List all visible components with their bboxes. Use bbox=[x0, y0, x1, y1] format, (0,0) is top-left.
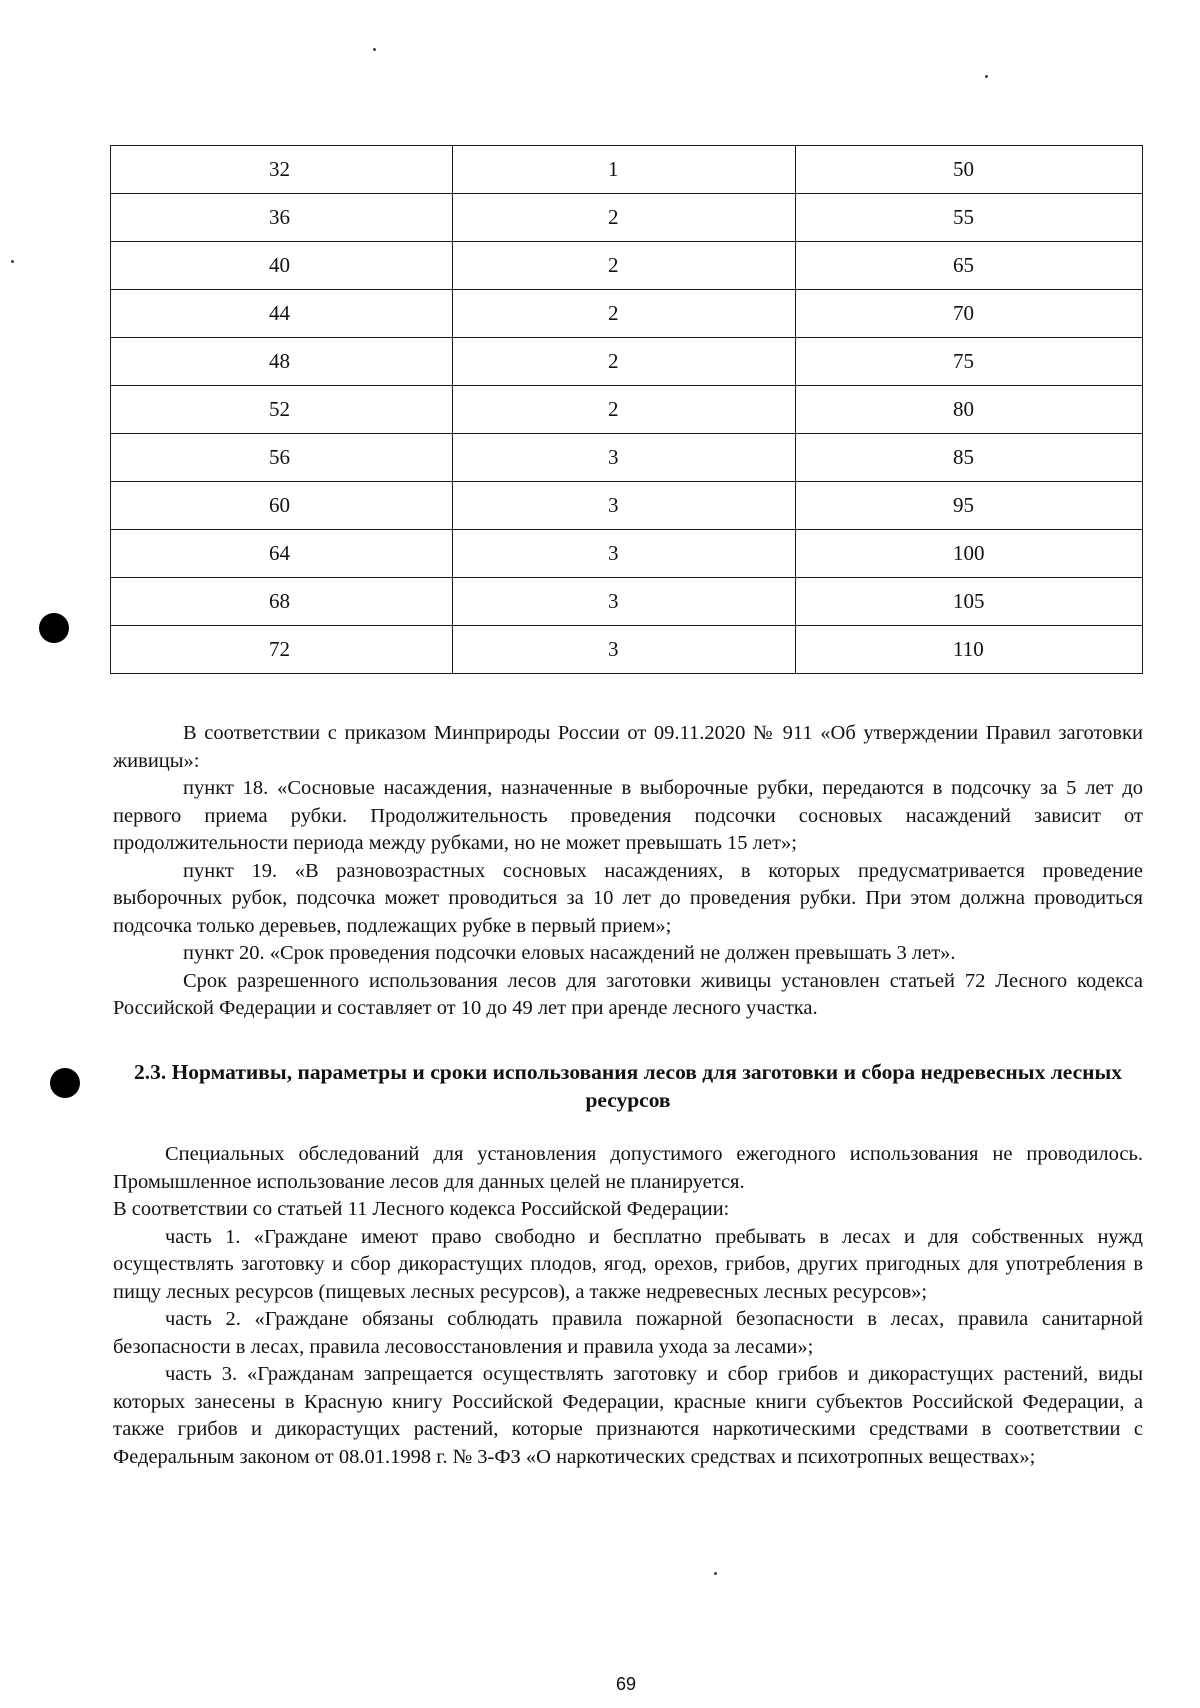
page-number: 69 bbox=[615, 1674, 637, 1694]
table-row bbox=[111, 194, 1143, 242]
table-cell: 100 bbox=[796, 530, 1143, 578]
table-cell: 65 bbox=[796, 242, 1143, 290]
table-cell: 110 bbox=[796, 626, 1143, 674]
table-cell: 72 bbox=[111, 626, 453, 674]
table-row bbox=[111, 434, 1143, 482]
table-body bbox=[111, 146, 1143, 674]
table-cell: 36 bbox=[111, 194, 453, 242]
text-block-bottom bbox=[113, 1141, 1143, 1471]
table-row bbox=[111, 482, 1143, 530]
survey-paragraph: Специальных обследований для установления допустимого ежегодного использования не проводилось. Промышленное использование лесов для данных целей не планируется. bbox=[113, 1143, 1143, 1193]
clause-20: пункт 20. «Срок проведения подсочки еловых насаждений не должен превышать 3 лет». bbox=[183, 942, 956, 964]
scan-speck bbox=[714, 1572, 717, 1575]
table-row bbox=[111, 530, 1143, 578]
table-cell: 40 bbox=[111, 242, 453, 290]
section-heading: 2.3. Нормативы, параметры и сроки использования лесов для заготовки и сбора недревесных лесных ресурсов bbox=[133, 1060, 1123, 1112]
table-cell: 3 bbox=[453, 482, 796, 530]
data-table bbox=[110, 145, 1143, 674]
table-cell: 68 bbox=[111, 578, 453, 626]
table-cell: 95 bbox=[796, 482, 1143, 530]
article-11-intro: В соответствии со статьей 11 Лесного кодекса Российской Федерации: bbox=[113, 1198, 730, 1220]
table-cell: 2 bbox=[453, 290, 796, 338]
text-block-top bbox=[113, 720, 1143, 1023]
clause-18: пункт 18. «Сосновые насаждения, назначенные в выборочные рубки, передаются в подсочку за 5 лет до первого приема рубки. Продолжительность проведения подсочки сосновых насаждений зависит от продолжительности периода между рубками, но не может превышать 15 лет»; bbox=[113, 777, 1143, 854]
table-cell: 75 bbox=[796, 338, 1143, 386]
table-cell: 55 bbox=[796, 194, 1143, 242]
table-cell: 85 bbox=[796, 434, 1143, 482]
table-cell: 2 bbox=[453, 242, 796, 290]
scan-speck bbox=[11, 260, 14, 263]
table-cell: 2 bbox=[453, 386, 796, 434]
part-2: часть 2. «Граждане обязаны соблюдать правила пожарной безопасности в лесах, правила санитарной безопасности в лесах, правила лесовосстановления и правила ухода за лесами»; bbox=[113, 1308, 1143, 1358]
table-cell: 48 bbox=[111, 338, 453, 386]
table-row bbox=[111, 626, 1143, 674]
intro-paragraph: В соответствии с приказом Минприроды России от 09.11.2020 № 911 «Об утверждении Правил заготовки живицы»: bbox=[113, 722, 1143, 772]
table-cell: 2 bbox=[453, 194, 796, 242]
punch-hole-bottom bbox=[50, 1068, 80, 1098]
table-cell: 64 bbox=[111, 530, 453, 578]
table-row bbox=[111, 386, 1143, 434]
table-cell: 3 bbox=[453, 578, 796, 626]
table-row bbox=[111, 578, 1143, 626]
scan-speck bbox=[985, 75, 988, 78]
scan-speck bbox=[373, 48, 376, 51]
table-cell: 32 bbox=[111, 146, 453, 194]
punch-hole-top bbox=[39, 613, 69, 643]
table-cell: 2 bbox=[453, 338, 796, 386]
table-cell: 50 bbox=[796, 146, 1143, 194]
table-row bbox=[111, 242, 1143, 290]
table-cell: 60 bbox=[111, 482, 453, 530]
term-paragraph: Срок разрешенного использования лесов для заготовки живицы установлен статьей 72 Лесного кодекса Российской Федерации и составляет от 10 до 49 лет при аренде лесного участка. bbox=[113, 969, 1143, 1019]
table-cell: 44 bbox=[111, 290, 453, 338]
table-row bbox=[111, 146, 1143, 194]
table-cell: 52 bbox=[111, 386, 453, 434]
table-cell: 3 bbox=[453, 434, 796, 482]
part-1: часть 1. «Граждане имеют право свободно и бесплатно пребывать в лесах и для собственных нужд осуществлять заготовку и сбор дикорастущих плодов, ягод, орехов, грибов, других пригодных для употребления в пищу лесных ресурсов (пищевых лесных ресурсов), а также недревесных лесных ресурсов»; bbox=[113, 1225, 1143, 1303]
table-cell: 70 bbox=[796, 290, 1143, 338]
table-cell: 56 bbox=[111, 434, 453, 482]
table-row bbox=[111, 290, 1143, 338]
table-cell: 3 bbox=[453, 530, 796, 578]
table-cell: 105 bbox=[796, 578, 1143, 626]
part-3: часть 3. «Гражданам запрещается осуществлять заготовку и сбор грибов и дикорастущих растений, виды которых занесены в Красную книгу Российской Федерации, красные книги субъектов Российской Федерации, а также грибов и дикорастущих растений, которые признаются наркотическими средствами в соответствии с Федеральным законом от 08.01.1998 г. № 3-ФЗ «О наркотических средствах и психотропных веществах»; bbox=[113, 1363, 1143, 1468]
table-cell: 3 bbox=[453, 626, 796, 674]
table-cell: 80 bbox=[796, 386, 1143, 434]
table-cell: 1 bbox=[453, 146, 796, 194]
clause-19: пункт 19. «В разновозрастных сосновых насаждениях, в которых предусматривается проведение выборочных рубок, подсочка может проводиться за 10 лет до проведения рубки. При этом должна проводиться подсочка только деревьев, подлежащих рубке в первый прием»; bbox=[113, 859, 1143, 937]
table-row bbox=[111, 338, 1143, 386]
